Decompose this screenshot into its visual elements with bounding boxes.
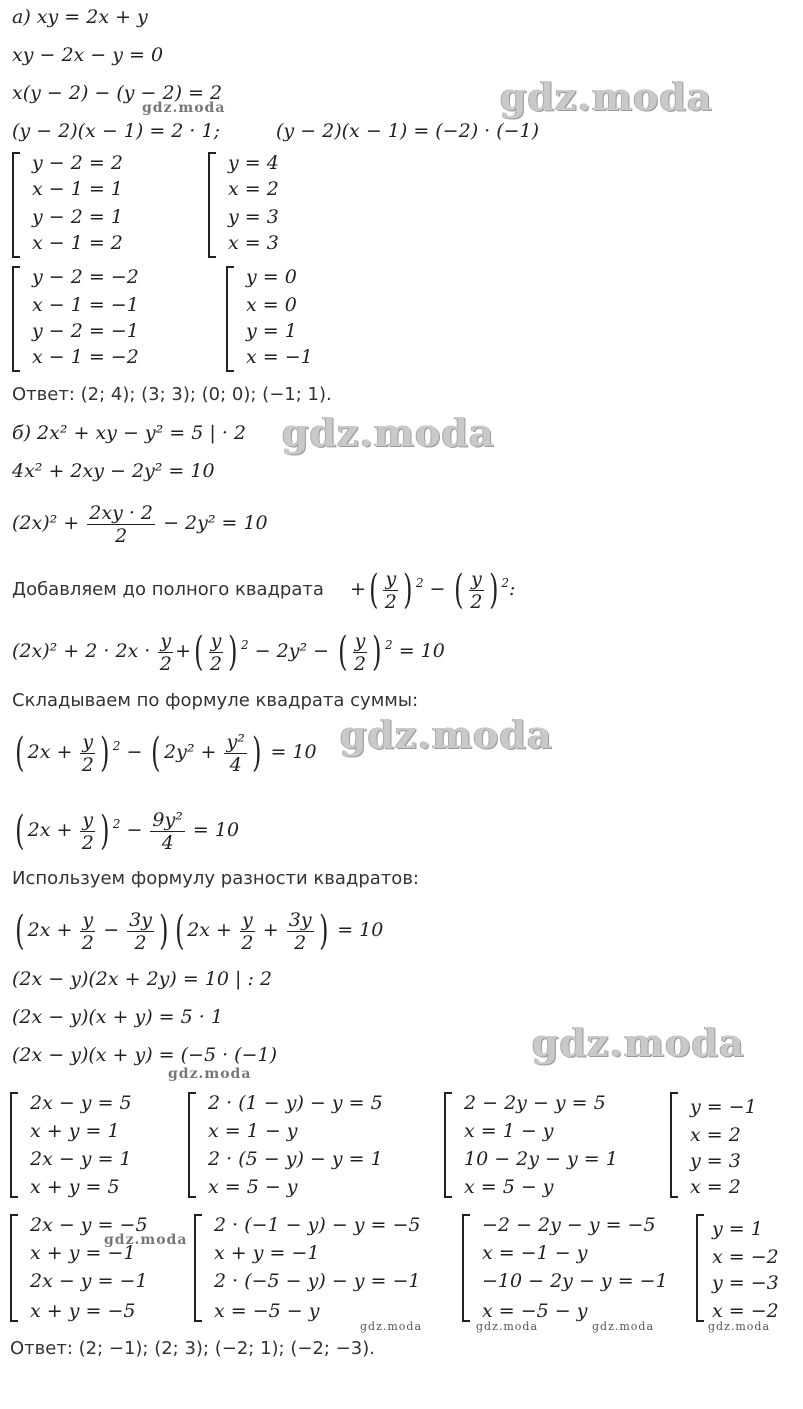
sys-row: x = −2 bbox=[712, 1246, 779, 1268]
sys-row: 2x − y = −5 bbox=[30, 1214, 148, 1236]
system-b-2 bbox=[188, 1092, 428, 1198]
sys-row: 2x − y = 1 bbox=[30, 1148, 132, 1170]
system-a-3 bbox=[12, 266, 212, 372]
sys-row: x − 1 = 2 bbox=[32, 232, 123, 254]
part-a-line-2: xy − 2x − y = 0 bbox=[12, 44, 164, 66]
sys-row: 2x − y = −1 bbox=[30, 1270, 148, 1292]
sys-row: y = 1 bbox=[712, 1218, 763, 1240]
system-b-3 bbox=[444, 1092, 644, 1198]
part-b-line-f: (2x − y)(x + y) = (−5 · (−1) bbox=[12, 1044, 278, 1066]
simplified-line: ( 2x + $\frac{y}{2}$ ) $^2$ − $\frac{\text{9y²}}{4}$ = 10 bbox=[15, 808, 240, 854]
answer-a: Ответ: (2; 4); (3; 3); (0; 0); (−1; 1). bbox=[12, 384, 332, 405]
sys-row: 10 − 2y − y = 1 bbox=[464, 1148, 618, 1170]
part-b-line-e: (2x − y)(x + y) = 5 · 1 bbox=[12, 1006, 223, 1028]
sys-row: x − 1 = 1 bbox=[32, 178, 123, 200]
sys-row: x = 5 − y bbox=[208, 1176, 298, 1198]
sys-row: x = −5 − y bbox=[482, 1300, 588, 1322]
sys-row: x = 1 − y bbox=[208, 1120, 298, 1142]
answer-b: Ответ: (2; −1); (2; 3); (−2; 1); (−2; −3). bbox=[10, 1338, 375, 1359]
sys-row: y = 3 bbox=[690, 1150, 741, 1172]
sys-row: 2 · (1 − y) − y = 5 bbox=[208, 1092, 383, 1114]
sys-row: y = 0 bbox=[246, 266, 297, 288]
watermark: gdz.moda bbox=[142, 100, 226, 116]
sys-row: x = −1 bbox=[246, 346, 313, 368]
line3-right: − 2y² = 10 bbox=[163, 512, 268, 534]
sys-row: x = 2 bbox=[228, 178, 279, 200]
part-b-line-1: б) 2x² + xy − y² = 5 | · 2 bbox=[12, 422, 247, 444]
watermark: gdz.moda bbox=[476, 1320, 539, 1333]
sys-row: y = 3 bbox=[228, 206, 279, 228]
watermark: gdz.moda bbox=[500, 74, 713, 119]
part-a-line-4: (y − 2)(x − 1) = 2 · 1; bbox=[12, 120, 220, 142]
sys-row: x = −1 − y bbox=[482, 1242, 588, 1264]
denominator: 2 bbox=[115, 524, 128, 547]
sys-row: 2 · (−5 − y) − y = −1 bbox=[214, 1270, 421, 1292]
sys-row: y − 2 = −2 bbox=[32, 266, 139, 288]
watermark: gdz.moda bbox=[340, 712, 553, 757]
sum-square-line: ( 2x + $\frac{y}{2}$ ) $^2$ − ( 2y² + $\frac{\text{y²}}{4}$ ) = 10 bbox=[15, 730, 317, 776]
system-b-6 bbox=[194, 1214, 454, 1322]
sys-row: x − 1 = −1 bbox=[32, 294, 139, 316]
numerator: 2xy · 2 bbox=[89, 501, 154, 524]
expanded-line: (2x)² + 2 · 2x · $\frac{y}{2}$ +( $\frac{y}{2}$ ) $^2$ − 2y² − ( $\frac{y}{2}$ ) $^2$ = 10 bbox=[12, 629, 445, 675]
sys-row: y = −1 bbox=[690, 1096, 757, 1118]
system-a-4 bbox=[226, 266, 346, 372]
sys-row: x = 2 bbox=[690, 1124, 741, 1146]
watermark: gdz.moda bbox=[282, 410, 495, 455]
watermark: gdz.moda bbox=[104, 1232, 188, 1248]
sys-row: x = −2 bbox=[712, 1300, 779, 1322]
system-b-4 bbox=[670, 1092, 790, 1198]
part-b-line-d: (2x − y)(2x + 2y) = 10 | : 2 bbox=[12, 968, 272, 990]
sys-row: 2 · (5 − y) − y = 1 bbox=[208, 1148, 383, 1170]
part-b-line-3 bbox=[12, 500, 268, 547]
sys-row: x + y = 1 bbox=[30, 1120, 120, 1142]
part-a-line-1: а) xy = 2x + y bbox=[12, 6, 148, 28]
sys-row: x = −5 − y bbox=[214, 1300, 320, 1322]
sys-row: x = 5 − y bbox=[464, 1176, 554, 1198]
sys-row: x + y = −1 bbox=[30, 1242, 136, 1264]
diff-squares-line: ( 2x + $\frac{y}{2}$ − $\frac{3y}{2}$ ) ( 2x + $\frac{y}{2}$ + $\frac{3y}{2}$ ) = 10 bbox=[15, 908, 384, 954]
system-b-1 bbox=[10, 1092, 180, 1198]
sys-row: x = 0 bbox=[246, 294, 297, 316]
fraction bbox=[87, 502, 155, 547]
part-b-line-2: 4x² + 2xy − 2y² = 10 bbox=[12, 460, 215, 482]
watermark: gdz.moda bbox=[168, 1066, 252, 1082]
text-diff-squares: Используем формулу разности квадратов: bbox=[12, 868, 419, 889]
watermark: gdz.moda bbox=[532, 1020, 745, 1065]
sys-row: x + y = 5 bbox=[30, 1176, 120, 1198]
part-a-line-3: x(y − 2) − (y − 2) = 2 bbox=[12, 82, 223, 104]
system-b-5 bbox=[10, 1214, 190, 1322]
sys-row: x = 1 − y bbox=[464, 1120, 554, 1142]
sys-row: x + y = −5 bbox=[30, 1300, 136, 1322]
sys-row: x = 2 bbox=[690, 1176, 741, 1198]
sys-row: x + y = −1 bbox=[214, 1242, 320, 1264]
sys-row: 2 − 2y − y = 5 bbox=[464, 1092, 606, 1114]
sys-row: y = −3 bbox=[712, 1272, 779, 1294]
sys-row: y − 2 = 2 bbox=[32, 152, 123, 174]
watermark: gdz.moda bbox=[708, 1320, 771, 1333]
watermark: gdz.moda bbox=[592, 1320, 655, 1333]
system-b-7 bbox=[462, 1214, 692, 1322]
part-a-line-5: (y − 2)(x − 1) = (−2) · (−1) bbox=[276, 120, 540, 142]
sys-row: 2x − y = 5 bbox=[30, 1092, 132, 1114]
text-sum-square: Складываем по формуле квадрата суммы: bbox=[12, 690, 419, 711]
watermark: gdz.moda bbox=[360, 1320, 423, 1333]
sys-row: y − 2 = −1 bbox=[32, 320, 139, 342]
sys-row: y = 1 bbox=[246, 320, 297, 342]
system-b-8 bbox=[696, 1214, 800, 1322]
sys-row: −2 − 2y − y = −5 bbox=[482, 1214, 656, 1236]
sys-row: x = 3 bbox=[228, 232, 279, 254]
system-a-2 bbox=[208, 152, 328, 258]
line3-left: (2x)² + bbox=[12, 512, 80, 534]
sys-row: −10 − 2y − y = −1 bbox=[482, 1270, 668, 1292]
sys-row: y = 4 bbox=[228, 152, 279, 174]
complete-square-line: Добавляем до полного квадрата +( $\frac{y}{2}$ ) $^2$ − ( $\frac{y}{2}$ ) $^2$: bbox=[12, 567, 516, 613]
sys-row: x − 1 = −2 bbox=[32, 346, 139, 368]
sys-row: 2 · (−1 − y) − y = −5 bbox=[214, 1214, 421, 1236]
system-a-1 bbox=[12, 152, 192, 258]
sys-row: y − 2 = 1 bbox=[32, 206, 123, 228]
text-complete-square: Добавляем до полного квадрата bbox=[12, 579, 324, 600]
